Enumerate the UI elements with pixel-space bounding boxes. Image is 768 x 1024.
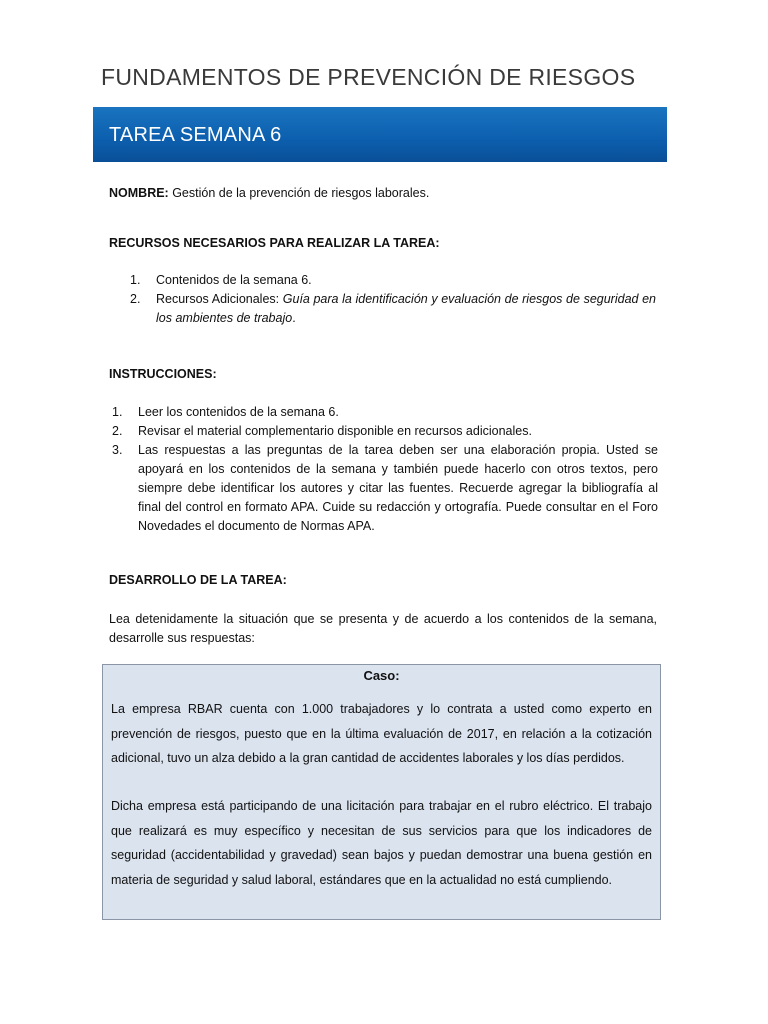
desarrollo-heading (109, 571, 669, 590)
list-item (112, 403, 658, 422)
desarrollo-heading-text: DESARROLLO DE LA TAREA: (109, 573, 287, 587)
instrucciones-heading (109, 365, 669, 384)
desarrollo-intro: Lea detenidamente la situación que se presenta y de acuerdo a los contenidos de la semana, desarrolle sus respuestas: (109, 612, 657, 645)
item-text: Contenidos de la semana 6. (156, 273, 312, 287)
item-text: Las respuestas a las preguntas de la tarea deben ser una elaboración propia. Usted se apoyará en los contenidos de la semana y también puede hacerlo con otros textos, pero siempre debe identificar los autores y citar las fuentes. Recuerde agregar la bibliografía al final del control en formato APA. Cuide su redacción y ortografía. Puede consultar en el Foro Novedades el documento de Normas APA. (138, 443, 658, 533)
list-item (130, 290, 656, 328)
item-label: Recursos Adicionales: (156, 292, 280, 306)
nombre-value: Gestión de la prevención de riesgos laborales. (172, 186, 430, 200)
recursos-heading-text: RECURSOS NECESARIOS PARA REALIZAR LA TAREA: (109, 236, 440, 250)
item-number: 1. (112, 405, 123, 419)
item-end: . (292, 311, 296, 325)
list-item (130, 271, 656, 290)
list-item (112, 422, 658, 441)
case-paragraph: La empresa RBAR cuenta con 1.000 trabajadores y lo contrata a usted como experto en prevención de riesgos, puesto que en la última evaluación de 2017, en relación a la cotización adicional, tuvo un alza debido a la gran cantidad de accidentes laborales y los días perdidos. (111, 702, 652, 765)
item-text: Leer los contenidos de la semana 6. (138, 405, 339, 419)
item-text: Revisar el material complementario disponible en recursos adicionales. (138, 424, 532, 438)
nombre-line (109, 184, 669, 203)
item-number: 2. (112, 424, 123, 438)
banner-title: TAREA SEMANA 6 (109, 124, 282, 146)
item-number: 3. (112, 443, 123, 457)
case-title: Caso: (363, 668, 400, 683)
recursos-list (130, 271, 656, 328)
recursos-heading (109, 234, 669, 253)
instrucciones-list (112, 403, 658, 536)
item-number: 2. (130, 292, 141, 306)
title-banner (93, 107, 667, 162)
case-paragraph: Dicha empresa está participando de una licitación para trabajar en el rubro eléctrico. El trabajo que realizará es muy específico y necesitan de sus servicios para que los indicadores de seguridad (accidentabilidad y gravedad) sean bajos y puedan demostrar una buena gestión en materia de seguridad y salud laboral, estándares que en la actualidad no está cumpliendo. (111, 799, 652, 887)
nombre-label: NOMBRE: (109, 186, 169, 200)
list-item (112, 441, 658, 536)
item-number: 1. (130, 273, 141, 287)
item-italic-text: Guía para la identificación y evaluación de riesgos de seguridad en los ambientes de trabajo (156, 292, 657, 325)
document-title: FUNDAMENTOS DE PREVENCIÓN DE RIESGOS (101, 64, 636, 90)
case-box (102, 664, 661, 920)
instrucciones-heading-text: INSTRUCCIONES: (109, 367, 217, 381)
